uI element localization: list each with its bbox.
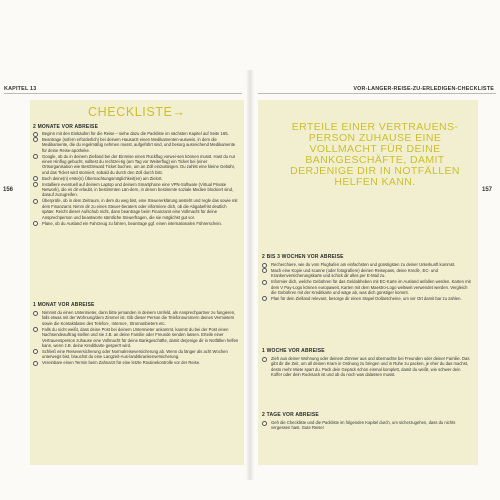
section-heading: 1 WOCHE VOR ABREISE [262, 348, 325, 354]
checklist-title: CHECKLISTE→ [88, 105, 186, 119]
item-text: Buch deine(n) erste(n) Übernachtungsmöglichkeit(en) am Zielort. [42, 175, 163, 181]
highlight-quote: ERTEILE EINER VERTRAUENS-PERSON ZUHAUSE EINE VOLLMACHT FÜR DEINE BANKGESCHÄFTE, DAMIT DERJENIGE DIR IN NOTFÄLLEN HELFEN KANN. [290, 121, 460, 188]
checkbox[interactable] [262, 357, 267, 362]
item-text: Recherchiere, wie du vom Flughafen am einfachsten und günstigsten zu deiner Unterkunft kommst. [271, 262, 456, 267]
header-rule [4, 93, 242, 94]
checklist-item [262, 356, 472, 378]
item-text: Geh die Checkliste und die Packliste im folgenden Kapitel durch, um sicherzugehen, dass du nichts vergessen hast. Gute Reise! [271, 420, 456, 431]
checkbox[interactable] [33, 132, 38, 137]
section-heading: 1 MONAT VOR ABREISE [33, 302, 95, 308]
running-head: VOR-LANGER-REISE-ZU-ERLEDIGEN-CHECKLISTE [353, 86, 494, 92]
item-text: Schließ eine Reiseversicherung oder Normalreiseversicherung ab. Wenn du länger als acht Wochen unterwegs bist, brauchst du eine Langzeit-Aus-landskrankenversicherung. [42, 348, 228, 360]
item-text: Vereinbare einen Termin beim Zahnarzt für eine letzte Routinekontrolle vor der Reise. [42, 360, 201, 366]
page-number: 157 [481, 187, 492, 193]
item-text: Plane, ob du Ausland ein Fahrzeug zu fahren, beantrage ggf. einen internationalen Führerschein. [42, 220, 222, 226]
checklist-item [33, 131, 239, 136]
checklist-item [33, 221, 239, 226]
checklist-item [33, 176, 239, 181]
checkbox[interactable] [33, 182, 38, 187]
item-text: Installiere eventuell auf deinem Laptop und deinem Smartphone eine VPN-Software (Virtual Private Network), die es dir erlaubt, in bestimmten Län-dern, in denen bestimmte soziale Medien blockiert sind, darauf zuzugreifen. [42, 181, 234, 198]
item-text: Beantrage (sofern erforderlich) bei deinem Hausarzt einen Medikamenten-ausweis, in dem die Medikamente, die du regelmäßig nehmen musst, aufgeführt sind, und besorg ausreichend Medikamente für deine Reise-apotheke. [42, 136, 236, 153]
item-text: Zieh aus deiner Wohnung oder deinem Zimmer aus und übernachte bei Freunden oder deiner Familie. Das gibt dir die Zeit, um all deinen Kram in Ordnung zu bringen und in Ruhe zu packen, je eher du das machst, desto mehr Miete spart du. Pack dein Gepäck schon einmal komplett, damit du weißt, wie schwer dein Koffer oder dein Rucksack ist und ob du noch was dalassen musst. [271, 356, 470, 378]
checklist-items [33, 310, 239, 366]
item-text: Google, ob du in deinem Zielland bei der Einreise einen Rückflug vorwei-sen können musst. Hast du nur einen Hinflug gebucht, solltest du rechtzei-tig (am Tag vor Weiterflug) ein Ticket bei (einer Ortsorganisation wie BestOnward Ticket buchen, um an Zoll einzusteigen. Du zahlst eine kleine Gebühr, und das Ticket wird storniert, sobald du durch den Zoll durch bist. [42, 153, 236, 175]
checkbox[interactable] [33, 327, 38, 332]
checkbox[interactable] [33, 221, 38, 226]
checklist-items [262, 262, 472, 302]
page-number: 156 [3, 187, 14, 193]
checkbox[interactable] [262, 263, 267, 268]
checklist-items [262, 420, 472, 431]
section-heading: 2 TAGE VOR ABREISE [262, 412, 319, 418]
checklist-item [262, 296, 472, 301]
checklist-items [33, 131, 239, 226]
checklist-item [33, 360, 239, 365]
item-text: Überprüfe, ob in dem Zeitraum, in dem du weg bist, eine Steuererklärung ansteht und regle das sowie mit dem Finanzamt. Nimm dir zu eines Steuer-beraters oder informiere dich, ob die Abgabefrist deutlich später. Reicht dieser Aufschub nicht, dann beantrage beim Finanzamt eine Vollmacht für deine Ansprechperson und beantworte sämtliche Steuerfragen, die sie möglichst gut vor. [42, 198, 238, 220]
checklist-item [33, 310, 239, 326]
checkbox[interactable] [262, 280, 267, 285]
section-heading: 2 BIS 3 WOCHEN VOR ABREISE [262, 254, 344, 260]
item-text: Nimmst du einen Untermieter, dann bitte jemanden in deinem Umfeld, als Ansprechpartner zu fungieren, falls etwas mit der Wohnung/dem Zimmer ist. Gib dieser Person die Telefonnummern deines Vermieters sowie die Kontaktdaten des Telefon-, Internet-, Stromanbieters etc. [42, 310, 236, 326]
item-text: Plan für dein Zielland relevant, besorge dir einen Stapel Dollarscheine, um vor Ort damit bar zu zahlen. [271, 295, 462, 301]
checkbox[interactable] [33, 361, 38, 366]
checklist-item [33, 137, 239, 153]
checkbox[interactable] [33, 154, 38, 159]
checklist-item [33, 327, 239, 349]
checklist-item [33, 198, 239, 220]
page-gutter-shadow [246, 70, 254, 480]
item-text: Beginn mit den Einkäufen für die Reise – siehe dazu die Packliste im nächsten Kapitel auf Seite 165. [42, 131, 229, 136]
section-heading: 2 MONATE VOR ABREISE [33, 124, 99, 130]
header-rule [258, 93, 496, 94]
checkbox[interactable] [33, 311, 38, 316]
checkbox[interactable] [262, 296, 267, 301]
checklist-item [262, 279, 472, 295]
checkbox[interactable] [33, 137, 38, 142]
checklist-item [262, 262, 472, 267]
item-text: Informier dich, welche Gebühren für das Geldabheben mit EC-Karte im Ausland anfallen werden. Karten mit dem V Pay-Logo können europaweit, Karten mit dem Maestro-Logo weltweit verwendet werden. Vergleich die Gebühren mit der Kreditkarte und wäge ab, was dich günstiger kommt. [271, 279, 471, 296]
checklist-item [262, 268, 472, 279]
chapter-running-head: KAPITEL 13 [4, 86, 37, 92]
checkbox[interactable] [33, 176, 38, 181]
checklist-item [33, 349, 239, 360]
checkbox[interactable] [33, 349, 38, 354]
checklist-items [262, 356, 472, 378]
checklist-item [262, 420, 472, 431]
checkbox[interactable] [262, 268, 267, 273]
checklist-item [33, 154, 239, 176]
item-text: Mach eine Kopie und scanne (oder fotografiere) deinen Reisepass, deine Kredit-, EC- und Krankenversicherungskarte und schick dir alles per E-Mail zu. [271, 267, 438, 279]
checkbox[interactable] [33, 199, 38, 204]
item-text: Falls du nicht weißt, dass deine Post bei deinem Untermieter ankommt, kannst du bei der Post einen Nachsendeauftrag stellen und sie z.B. an deine Familie oder Freunde senden lassen. Erteile einer Vertrauensperson zuhause eine Vollmacht für deine Bankgeschäfte, damit derjenige dir in Notfällen helfen kann, wenn z.B. deine Kreditkarte gesperrt wird. [42, 326, 239, 348]
checklist-item [33, 182, 239, 198]
checkbox[interactable] [262, 421, 267, 426]
